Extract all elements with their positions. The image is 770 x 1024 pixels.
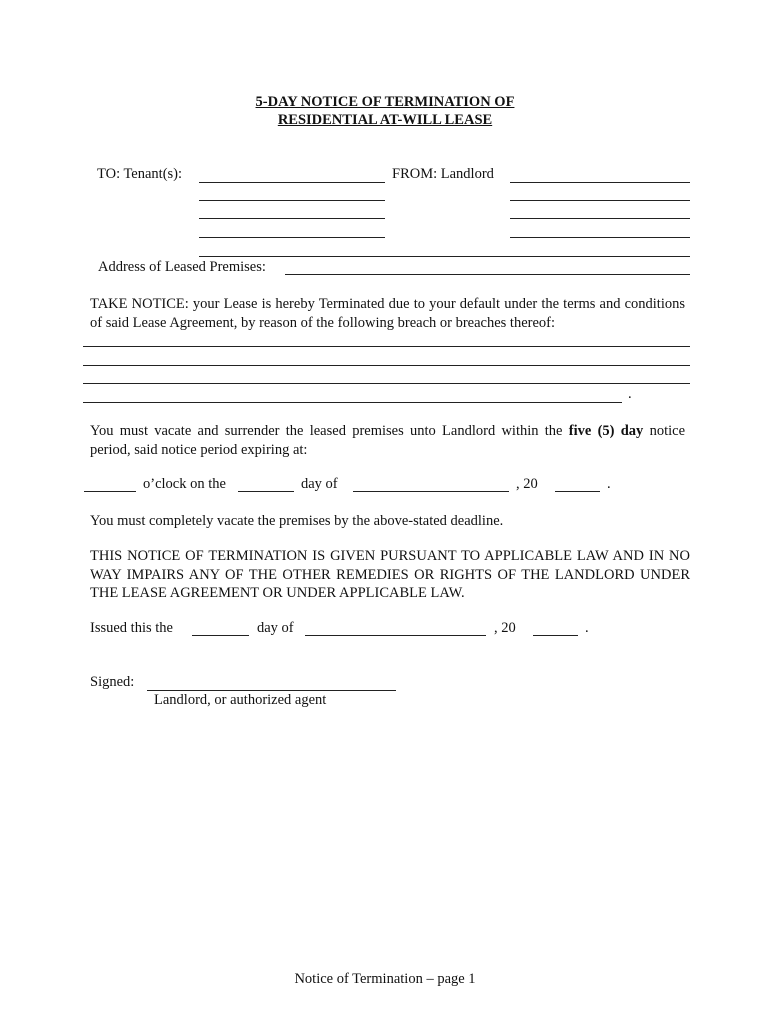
deadline-month-field[interactable] [353, 491, 509, 492]
breach-end-period: . [628, 386, 632, 402]
tenant-name-field[interactable] [199, 200, 385, 201]
separator-line [199, 256, 690, 257]
issued-day-field[interactable] [192, 635, 249, 636]
vacate-text-before: You must vacate and surrender the leased premises unto Landlord within the [90, 423, 569, 439]
breach-line[interactable] [83, 383, 690, 384]
tenant-name-field[interactable] [199, 218, 385, 219]
signature-caption: Landlord, or authorized agent [154, 692, 327, 708]
oclock-hour-field[interactable] [84, 491, 136, 492]
signature-field[interactable] [147, 690, 396, 691]
breach-line[interactable] [83, 402, 622, 403]
landlord-name-field[interactable] [510, 200, 690, 201]
address-field[interactable] [285, 274, 690, 275]
issued-label: Issued this the [90, 620, 173, 636]
issued-day-of-label: day of [257, 620, 294, 636]
issued-end-period: . [585, 620, 589, 636]
deadline-statement: You must completely vacate the premises by the above-stated deadline. [90, 513, 504, 529]
issued-year-field[interactable] [533, 635, 578, 636]
vacate-paragraph [90, 422, 685, 459]
take-notice-paragraph: TAKE NOTICE: your Lease is hereby Terminated due to your default under the terms and conditions of said Lease Agreement, by reason of the following breach or breaches thereof: [90, 296, 685, 331]
deadline-year-prefix: , 20 [516, 476, 538, 492]
deadline-end-period: . [607, 476, 611, 492]
oclock-label: o’clock on the [143, 476, 226, 492]
vacate-text-after: notice period, said notice period expiring at: [90, 423, 686, 458]
document-title-line-1: 5-DAY NOTICE OF TERMINATION OF [255, 94, 515, 110]
page-footer: Notice of Termination – page 1 [294, 971, 476, 987]
document-title-line-2: RESIDENTIAL AT-WILL LEASE [277, 112, 493, 128]
landlord-name-field[interactable] [510, 237, 690, 238]
deadline-day-of-label: day of [301, 476, 338, 492]
deadline-day-field[interactable] [238, 491, 294, 492]
landlord-name-field[interactable] [510, 182, 690, 183]
signed-label: Signed: [90, 674, 135, 690]
vacate-bold-period: five (5) day [568, 423, 644, 439]
tenant-name-field[interactable] [199, 237, 385, 238]
breach-line[interactable] [83, 346, 690, 347]
breach-line[interactable] [83, 365, 690, 366]
tenant-label: TO: Tenant(s): [97, 166, 183, 182]
tenant-name-field[interactable] [199, 182, 385, 183]
landlord-name-field[interactable] [510, 218, 690, 219]
landlord-label: FROM: Landlord [392, 166, 494, 182]
legal-statement: THIS NOTICE OF TERMINATION IS GIVEN PURSUANT TO APPLICABLE LAW AND IN NO WAY IMPAIRS ANY OF THE OTHER REMEDIES OR RIGHTS OF THE LANDLORD UNDER THE LEASE AGREEMENT OR UNDER APPLICABLE LAW. [90, 548, 690, 601]
deadline-year-field[interactable] [555, 491, 600, 492]
issued-month-field[interactable] [305, 635, 486, 636]
issued-year-prefix: , 20 [494, 620, 516, 636]
address-label: Address of Leased Premises: [98, 259, 266, 275]
